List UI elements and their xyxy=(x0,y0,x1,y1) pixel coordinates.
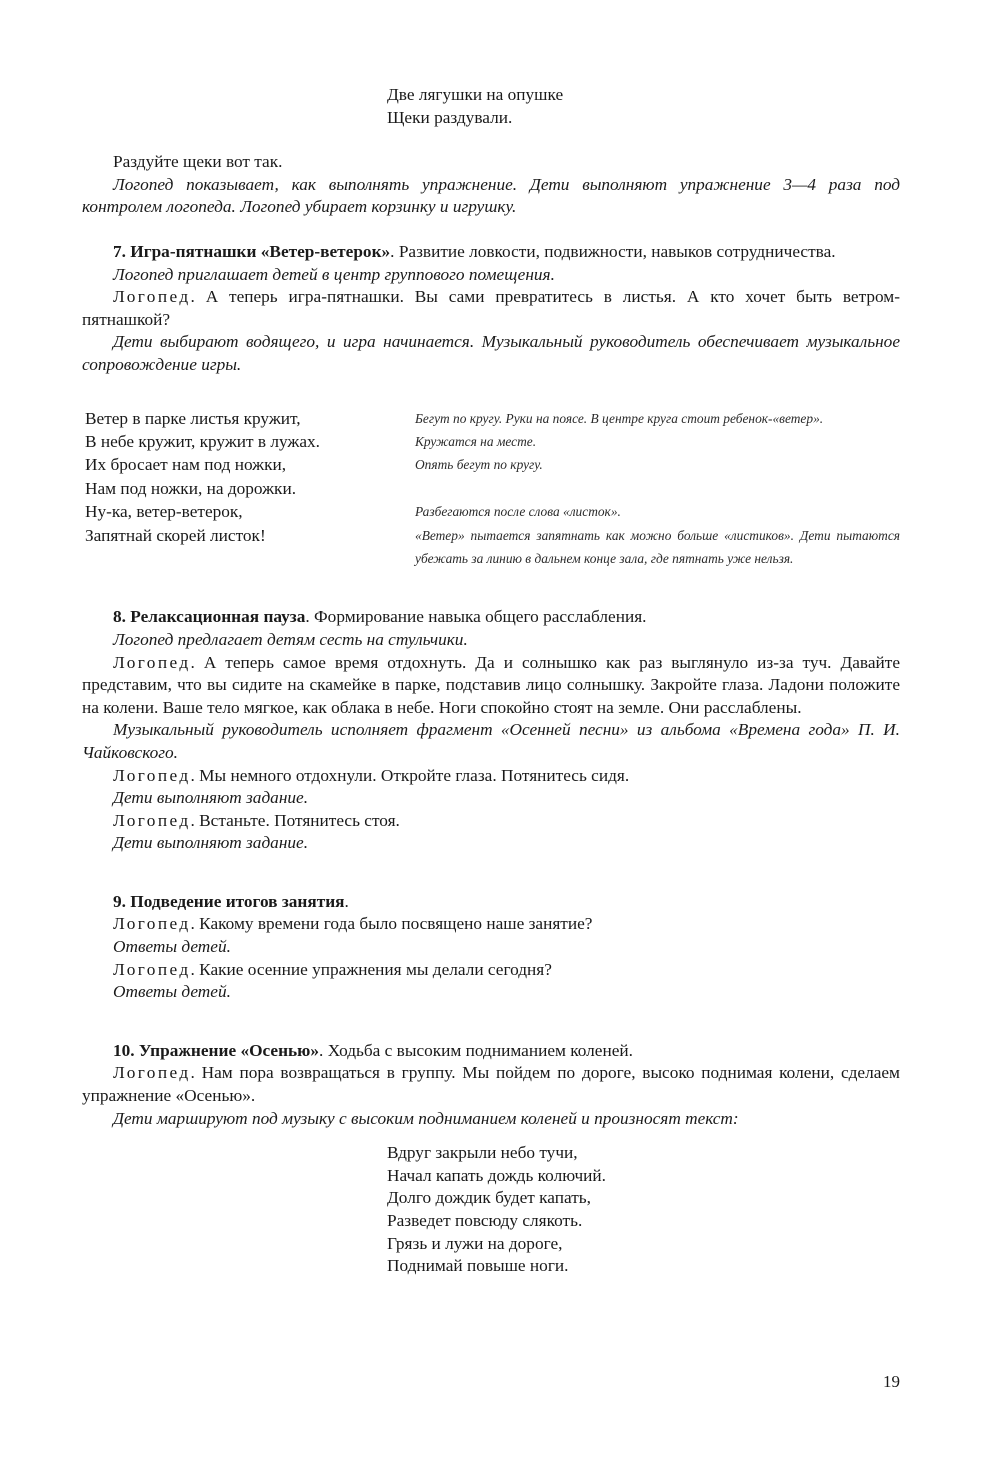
game-poem xyxy=(82,407,415,571)
game-note: Кружатся на месте. xyxy=(415,433,537,449)
verse-line: Долго дождик будет капать, xyxy=(387,1188,591,1208)
verse-line: Щеки раздували. xyxy=(387,107,513,127)
instruction: Дети выполняют задание. xyxy=(113,833,309,853)
game-table xyxy=(82,407,900,571)
verse-line: Разведет повсюду слякоть. xyxy=(387,1211,583,1231)
instruction: Дети маршируют под музыку с высоким подниманием коленей и произносят текст: xyxy=(113,1108,739,1128)
speech: Логопед. Мы немного отдохнули. Откройте глаза. Потянитесь сидя. xyxy=(113,765,630,785)
speaker: Логопед xyxy=(113,959,191,979)
speaker: Логопед xyxy=(113,1063,191,1083)
speech: Логопед. Какие осенние упражнения мы делали сегодня? xyxy=(113,959,552,979)
instruction: Музыкальный руководитель исполняет фрагмент «Осенней песни» из альбома «Времена года» П. И. Чайковского. xyxy=(82,720,900,762)
document-page xyxy=(82,84,900,1278)
game-note: Разбегаются после слова «листок». xyxy=(415,504,621,520)
page-number: 19 xyxy=(883,1372,900,1391)
instruction: Логопед приглашает детей в центр группового помещения. xyxy=(113,264,555,284)
instruction: Ответы детей. xyxy=(113,982,231,1002)
poem-line: Запятнай скорей листок! xyxy=(85,525,266,545)
section-7: 7. Игра-пятнашки «Ветер-ветерок». Развитие ловкости, подвижности, навыков сотрудничества. xyxy=(113,241,836,261)
game-note: «Ветер» пытается запятнать как можно больше «листиков». Дети пытаются убежать за линию в дальнем конце зала, где пятнать уже нельзя. xyxy=(415,527,900,566)
verse-line: Начал капать дождь колючий. xyxy=(387,1165,606,1185)
instruction: Логопед предлагает детям сесть на стульчики. xyxy=(113,629,468,649)
speaker: Логопед xyxy=(113,810,191,830)
section-title: 10. Упражнение «Осенью» xyxy=(113,1040,320,1060)
section-10: 10. Упражнение «Осенью». Ходьба с высоким подниманием коленей. xyxy=(113,1040,633,1060)
verse-line: Грязь и лужи на дороге, xyxy=(387,1233,563,1253)
verse-bottom xyxy=(387,1142,900,1278)
instruction: Ответы детей. xyxy=(113,937,231,957)
verse-line: Две лягушки на опушке xyxy=(387,85,564,104)
game-note: Опять бегут по кругу. xyxy=(415,457,543,473)
speaker: Логопед xyxy=(113,287,191,307)
speech: Логопед. А теперь игра-пятнашки. Вы сами превратитесь в листья. А кто хочет быть ветром-пятнашкой? xyxy=(82,287,900,329)
speech: Логопед. Какому времени года было посвящено наше занятие? xyxy=(113,914,593,934)
section-8: 8. Релаксационная пауза. Формирование навыка общего расслабления. xyxy=(113,607,647,627)
speaker: Логопед xyxy=(113,765,191,785)
poem-line: Ну-ка, ветер-ветерок, xyxy=(85,502,243,522)
game-notes xyxy=(415,407,900,571)
verse-line: Поднимай повыше ноги. xyxy=(387,1256,569,1276)
section-title: 8. Релаксационная пауза xyxy=(113,607,306,627)
speech: Логопед. Нам пора возвращаться в группу. Мы пойдем по дороге, высоко поднимая колени, сделаем упражнение «Осенью». xyxy=(82,1063,900,1106)
verse-line: Вдруг закрыли небо тучи, xyxy=(387,1143,578,1163)
poem-line: Их бросает нам под ножки, xyxy=(85,455,287,475)
section-9: 9. Подведение итогов занятия. xyxy=(113,891,349,911)
poem-line: Ветер в парке листья кружит, xyxy=(85,408,301,428)
instruction: Дети выбирают водящего, и игра начинается. Музыкальный руководитель обеспечивает музыкальное сопровождение игры. xyxy=(82,332,900,374)
instruction: Логопед показывает, как выполнять упражнение. Дети выполняют упражнение 3—4 раза под контролем логопеда. Логопед убирает корзинку и игрушку. xyxy=(82,174,900,217)
speaker: Логопед xyxy=(113,652,191,672)
verse-top xyxy=(387,84,900,129)
speech: Логопед. А теперь самое время отдохнуть. Да и солнышко как раз выглянуло из-за туч. Давайте представим, что вы сидите на скамейке в парке, подставив лицо солнышку. Закройте глаза. Ладони положите на колени. Ваше тело мягкое, как облака в небе. Ноги спокойно стоят на земле. Они расслаблены. xyxy=(82,652,900,717)
speech: Логопед. Встаньте. Потянитесь стоя. xyxy=(113,810,400,830)
instruction: Дети выполняют задание. xyxy=(113,788,309,808)
poem-line: В небе кружит, кружит в лужах. xyxy=(85,431,320,451)
section-title: 7. Игра-пятнашки «Ветер-ветерок» xyxy=(113,241,391,261)
paragraph: Раздуйте щеки вот так. xyxy=(113,152,283,172)
poem-line: Нам под ножки, на дорожки. xyxy=(85,478,297,498)
section-title: 9. Подведение итогов занятия xyxy=(113,891,345,911)
speaker: Логопед xyxy=(113,914,191,934)
game-note: Бегут по кругу. Руки на поясе. В центре круга стоит ребенок-«ветер». xyxy=(415,410,824,426)
